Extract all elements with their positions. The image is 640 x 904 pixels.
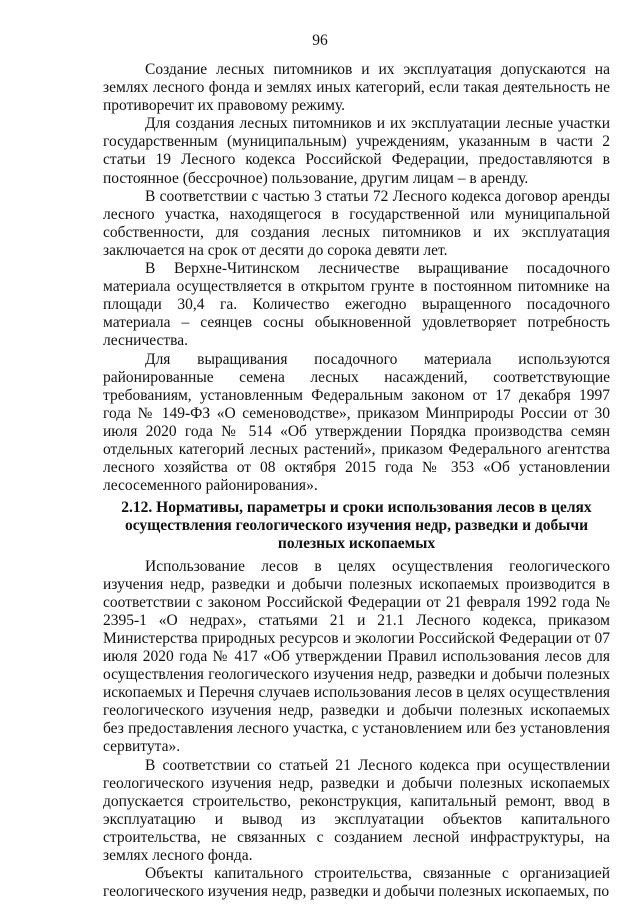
document-body: [103, 61, 610, 901]
paragraph: Создание лесных питомников и их эксплуатация допускаются на землях лесного фонда и землях иных категорий, если такая деятельность не противоречит их правовому режиму.: [103, 61, 610, 115]
paragraph: В Верхне-Читинском лесничестве выращивание посадочного материала осуществляется в открытом грунте в постоянном питомнике на площади 30,4 га. Количество ежегодно выращенного посадочного материала – сеянцев сосны обыкновенной удовлетворяет потребность лесничества.: [103, 260, 610, 350]
page-number: 96: [312, 32, 328, 49]
paragraph: Для выращивания посадочного материала используются районированные семена лесных насаждений, соответствующие требованиям, установленным Федеральным законом от 17 декабря 1997 года № 149-ФЗ «О семеноводстве», приказом Минприроды России от 30 июля 2020 года № 514 «Об утверждении Порядка производства семян отдельных категорий лесных растений», приказом Федерального агентства лесного хозяйства от 08 октября 2015 года № 353 «Об установлении лесосеменного районирования».: [103, 350, 610, 495]
paragraph: Для создания лесных питомников и их эксплуатации лесные участки государственным (муниципальным) учреждениям, указанным в части 2 статьи 19 Лесного кодекса Российской Федерации, предоставляются в постоянное (бессрочное) пользование, другим лицам – в аренду.: [103, 115, 610, 187]
paragraph: Объекты капитального строительства, связанные с организацией геологического изучения недр, разведки и добычи полезных ископаемых, по: [103, 865, 610, 901]
section-heading: 2.12. Нормативы, параметры и сроки использования лесов в целях осуществления геологического изучения недр, разведки и добычи полезных ископаемых: [121, 499, 592, 553]
paragraph: Использование лесов в целях осуществления геологического изучения недр, разведки и добычи полезных ископаемых производится в соответствии с законом Российской Федерации от 21 февраля 1992 года № 2395-1 «О недрах», статьями 21 и 21.1 Лесного кодекса, приказом Министерства природных ресурсов и экологии Российской Федерации от 07 июля 2020 года № 417 «Об утверждении Правил использования лесов для осуществления геологического изучения недр, разведки и добычи полезных ископаемых и Перечня случаев использования лесов в целях осуществления геологического изучения недр, разведки и добычи полезных ископаемых без предоставления лесного участка, с установлением или без установления сервитута».: [103, 557, 610, 756]
paragraph: В соответствии со статьей 21 Лесного кодекса при осуществлении геологического изучения недр, разведки и добычи полезных ископаемых допускается строительство, реконструкция, капитальный ремонт, ввод в эксплуатацию и вывод из эксплуатации объектов капитального строительства, не связанных с созданием лесной инфраструктуры, на землях лесного фонда.: [103, 756, 610, 865]
paragraph: В соответствии с частью 3 статьи 72 Лесного кодекса договор аренды лесного участка, находящегося в государственной или муниципальной собственности, для создания лесных питомников и их эксплуатация заключается на срок от десяти до сорока девяти лет.: [103, 187, 610, 259]
